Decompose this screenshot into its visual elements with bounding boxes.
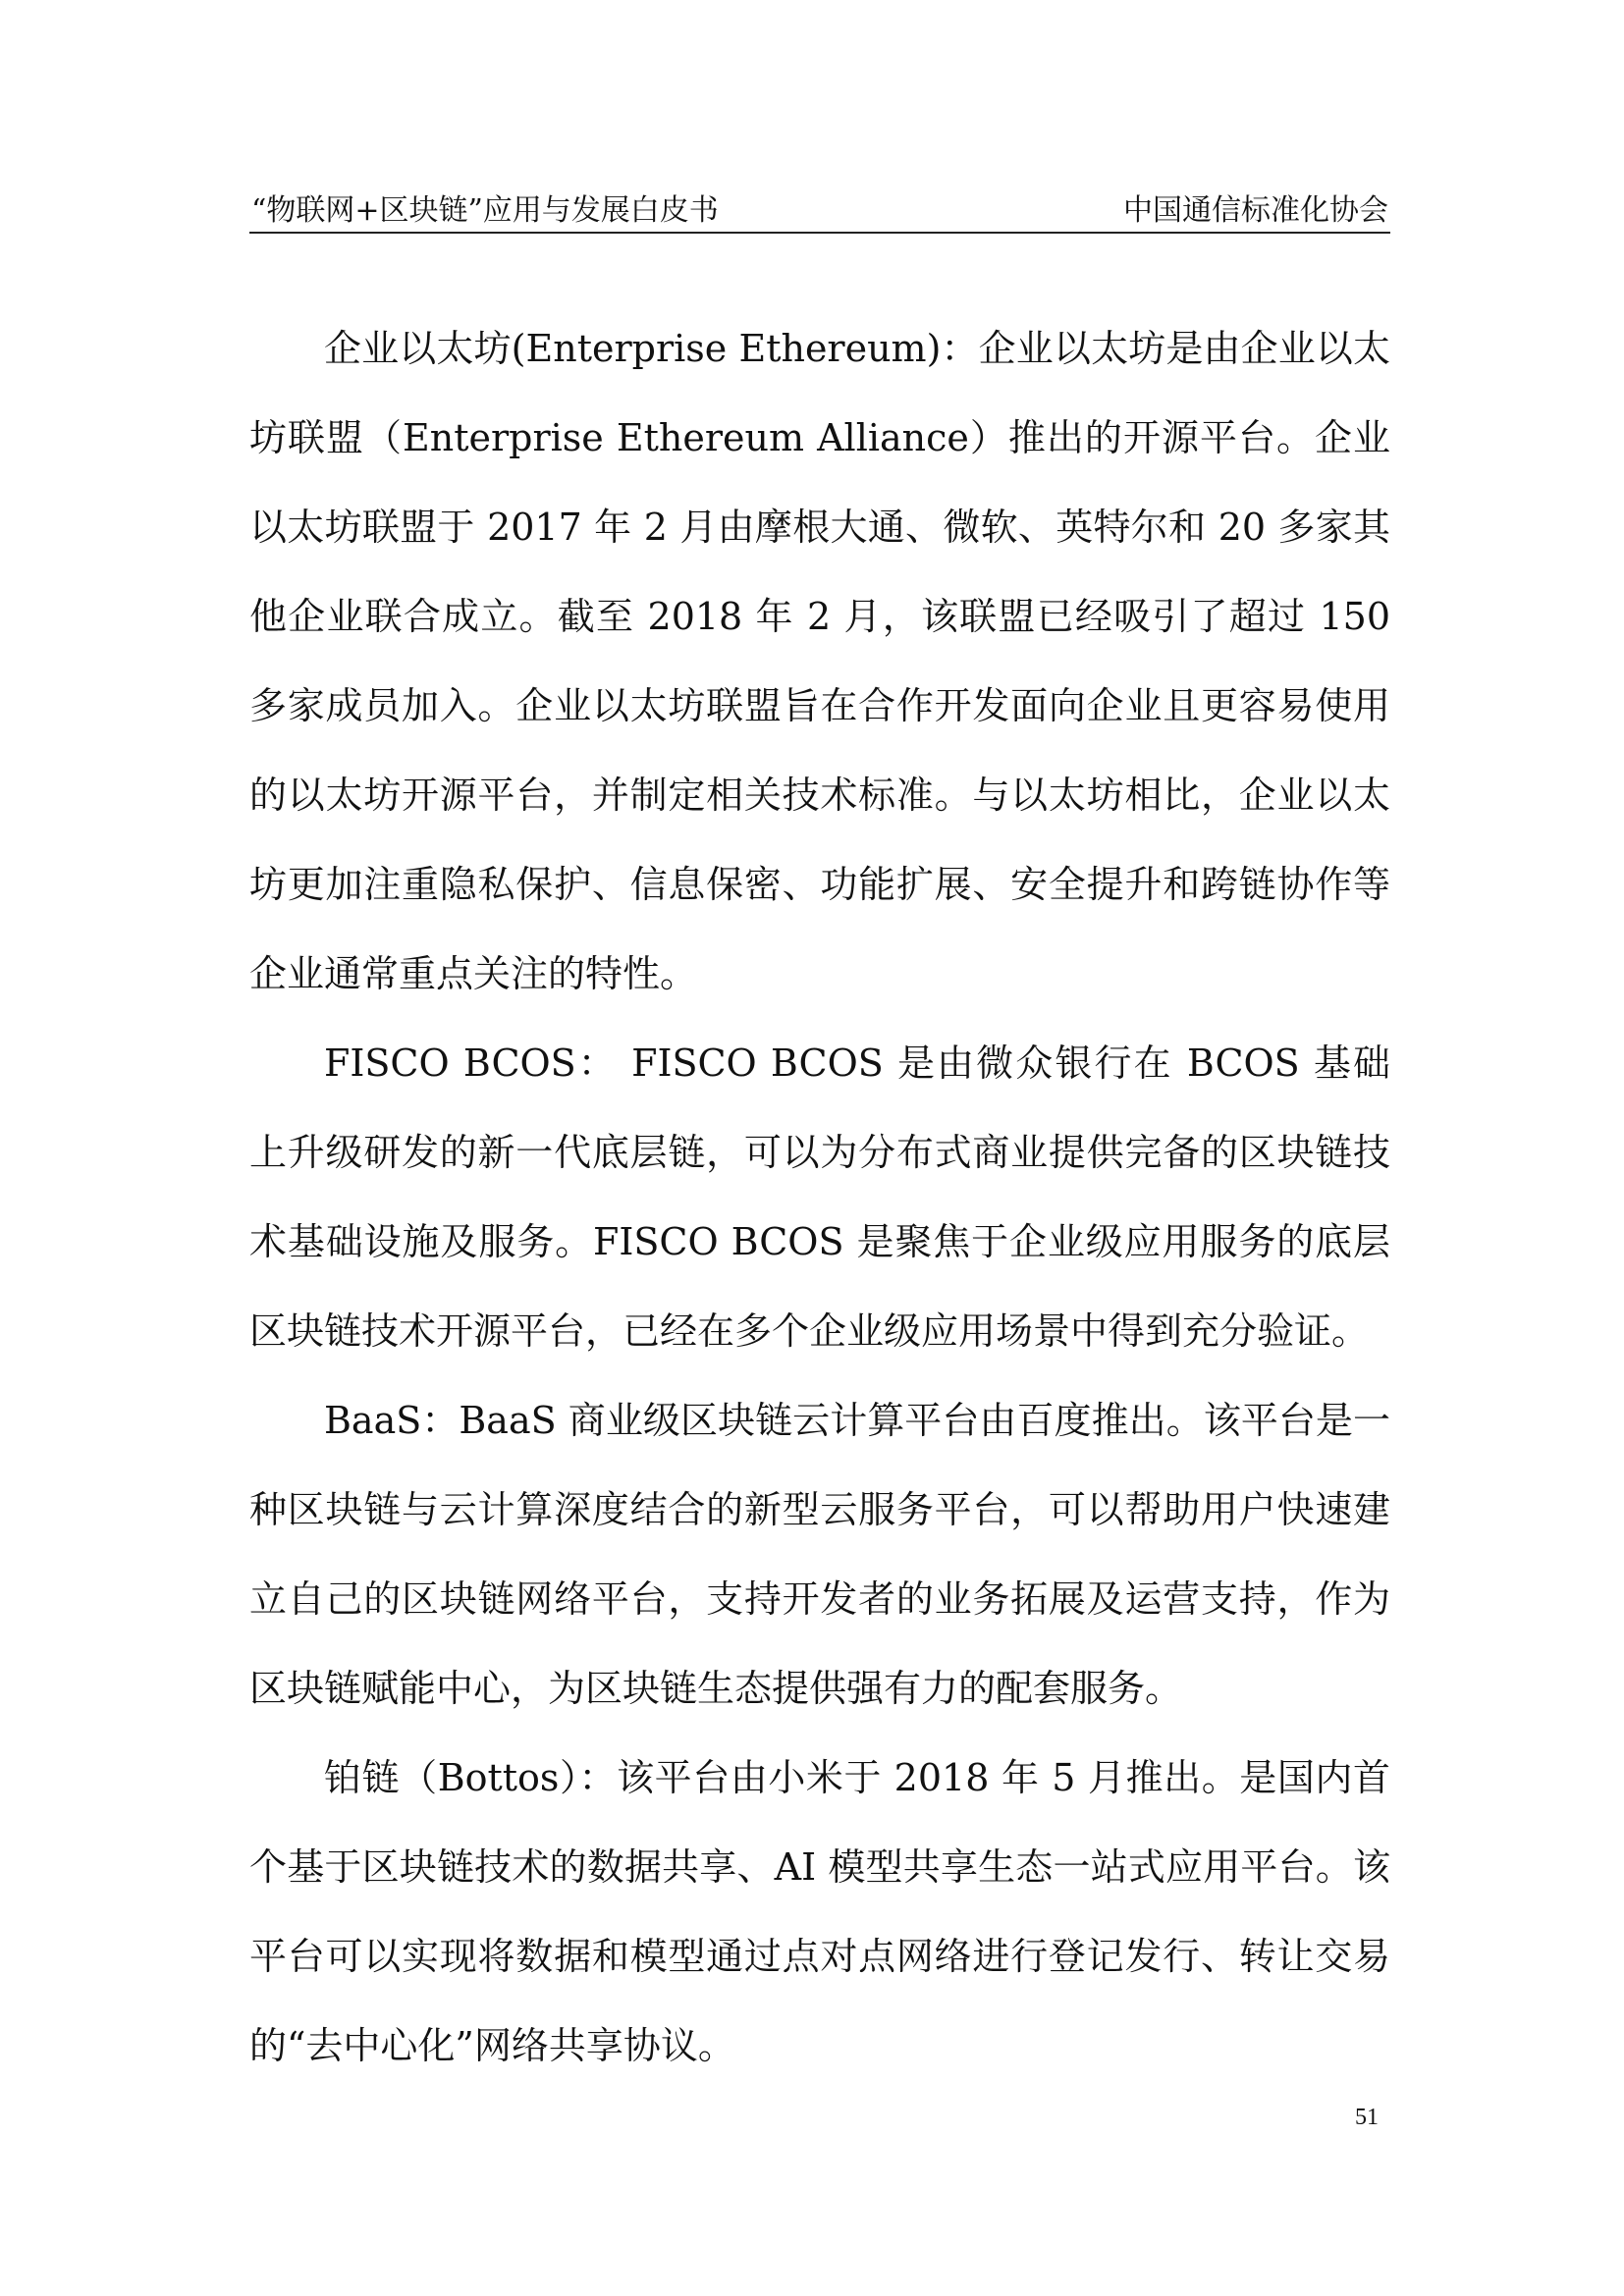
paragraph-fisco-bcos: FISCO BCOS： FISCO BCOS 是由微众银行在 BCOS 基础上升级研发的新一代底层链，可以为分布式商业提供完备的区块链技术基础设施及服务。FISCO BCOS 是聚焦于企业级应用服务的底层区块链技术开源平台，已经在多个企业级应用场景中得到充分验证。: [249, 1041, 1390, 1353]
document-body: [249, 304, 1390, 2091]
paragraph-enterprise-ethereum: 企业以太坊(Enterprise Ethereum)：企业以太坊是由企业以太坊联盟（Enterprise Ethereum Alliance）推出的开源平台。企业以太坊联盟于 2017 年 2 月由摩根大通、微软、英特尔和 20 多家其他企业联合成立。截至 2018 年 2 月，该联盟已经吸引了超过 150 多家成员加入。企业以太坊联盟旨在合作开发面向企业且更容易使用的以太坊开源平台，并制定相关技术标准。与以太坊相比，企业以太坊更加注重隐私保护、信息保密、功能扩展、安全提升和跨链协作等企业通常重点关注的特性。: [249, 327, 1390, 995]
paragraph-baas: BaaS：BaaS 商业级区块链云计算平台由百度推出。该平台是一种区块链与云计算深度结合的新型云服务平台，可以帮助用户快速建立自己的区块链网络平台，支持开发者的业务拓展及运营支持，作为区块链赋能中心，为区块链生态提供强有力的配套服务。: [249, 1399, 1390, 1710]
header-document-title: “物联网+区块链”应用与发展白皮书: [251, 193, 719, 228]
page-header: [249, 192, 1390, 234]
page-number: 51: [1355, 2105, 1379, 2130]
paragraph-bottos: 铂链（Bottos）：该平台由小米于 2018 年 5 月推出。是国内首个基于区块链技术的数据共享、AI 模型共享生态一站式应用平台。该平台可以实现将数据和模型通过点对点网络进行登记发行、转让交易的“去中心化”网络共享协议。: [249, 1756, 1390, 2067]
header-organization: 中国通信标准化协会: [1123, 193, 1388, 228]
